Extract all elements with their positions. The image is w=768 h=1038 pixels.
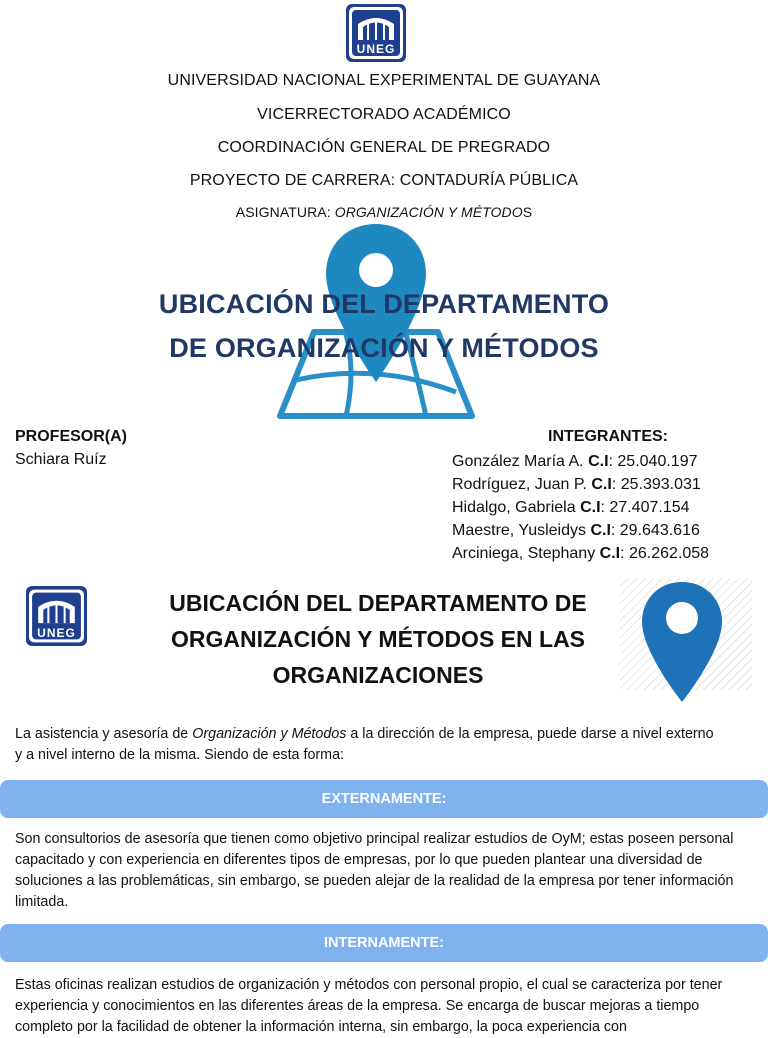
subject-name: ORGANIZACIÓN Y MÉTODO [334,204,523,220]
section-title-line2: ORGANIZACIÓN Y MÉTODOS EN LAS [170,626,586,652]
intro-emphasis: Organización y Métodos [192,726,347,742]
member-row: Maestre, Yusleidys C.I: 29.643.616 [452,522,700,539]
career-project: PROYECTO DE CARRERA: CONTADURÍA PÚBLICA [189,172,579,189]
cover-title-line2: DE ORGANIZACIÓN Y MÉTODOS [169,333,599,363]
internal-paragraph: Estas oficinas realizan estudios de organización y métodos con personal propio, el cual se caracteriza por tener experiencia y conocimientos en las diferentes áreas de la empresa. Se encarga de buscar mejoras a tiempo completo por la facilidad de obtener la información interna, sin embargo, la poca experiencia con [15,977,723,1035]
member-row: Arciniega, Stephany C.I: 26.262.058 [452,545,710,562]
section-title [120,585,636,693]
cover-title-line1: UBICACIÓN DEL DEPARTAMENTO [158,289,610,319]
members-list [452,450,762,565]
professor-name: Schiara Ruíz [15,451,107,468]
uneg-logo-text: UNEG [356,42,396,56]
external-paragraph: Son consultorios de asesoría que tienen como objetivo principal realizar estudios de OyM; estas poseen personal capacitado y con experiencia en diferentes tipos de empresas, por lo que pueden plantear una diversidad de soluciones a las problemáticas, sin embargo, se pueden alejar de la realidad de la empresa por tener información limitada. [15,831,734,910]
member-row: González María A. C.I: 25.040.197 [452,453,698,470]
subject-label: ASIGNATURA: [235,204,335,220]
section-title-line3: ORGANIZACIONES [272,662,484,688]
uneg-logo-small [26,586,87,646]
member-row: Rodríguez, Juan P. C.I: 25.393.031 [452,476,701,493]
subject-line [0,204,768,220]
intro-paragraph: La asistencia y asesoría de Organización y Métodos a la dirección de la empresa, puede darse a nivel externo y a nivel interno de la misma. Siendo de esta forma: [15,726,714,763]
cover-title [0,282,768,370]
coordination: COORDINACIÓN GENERAL DE PREGRADO [217,139,551,156]
uneg-logo [346,4,406,62]
external-band: EXTERNAMENTE: [0,780,768,818]
location-pin-icon [620,578,752,704]
university-name: UNIVERSIDAD NACIONAL EXPERIMENTAL DE GUAYANA [167,72,601,89]
subject-suffix: S [522,204,533,220]
internal-band: INTERNAMENTE: [0,924,768,962]
members-label: INTEGRANTES: [548,428,668,445]
professor-label: PROFESOR(A) [15,428,127,445]
member-row: Hidalgo, Gabriela C.I: 27.407.154 [452,499,690,516]
vice-rectorate: VICERRECTORADO ACADÉMICO [257,106,511,123]
uneg-logo-small-text: UNEG [37,626,76,640]
section-title-line1: UBICACIÓN DEL DEPARTAMENTO DE [169,590,587,616]
